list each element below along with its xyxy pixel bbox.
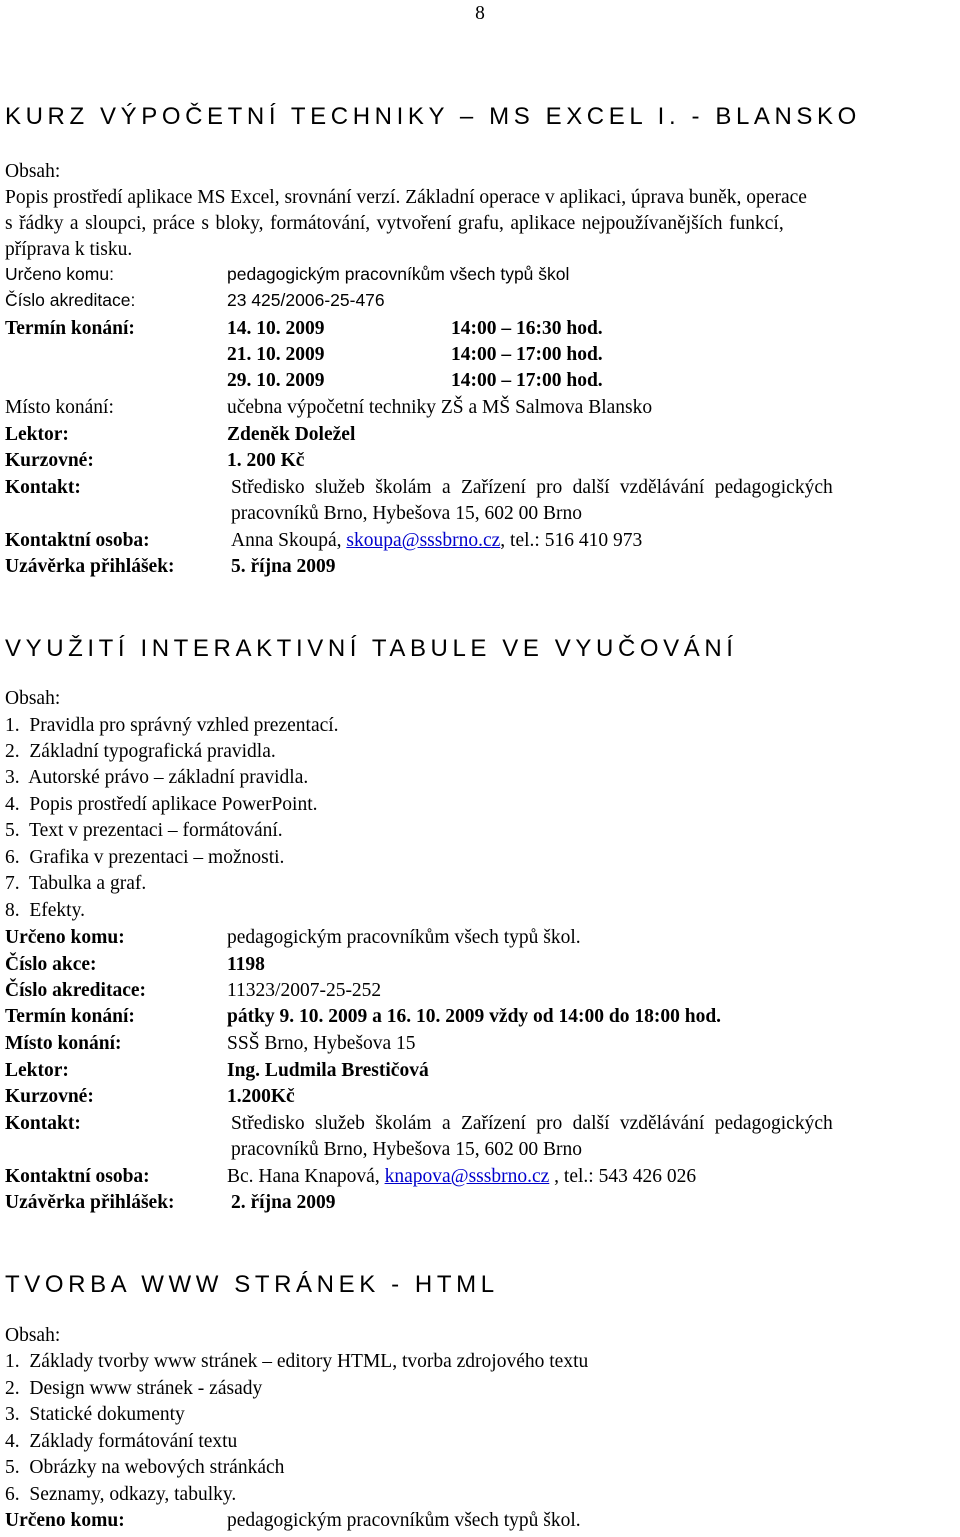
osoba-name: Bc. Hana Knapová, xyxy=(227,1166,385,1187)
course-title: TVORBA WWW STRÁNEK - HTML xyxy=(5,1271,499,1298)
list-item: 4. Základy formátování textu xyxy=(5,1431,238,1452)
lektor-value: Zdeněk Doležel xyxy=(227,424,356,445)
obsah-label: Obsah: xyxy=(5,161,61,182)
uzaverka-label: Uzávěrka přihlášek: xyxy=(5,1192,175,1213)
urceno-value: pedagogickým pracovníkům všech typů škol. xyxy=(227,1510,581,1531)
urceno-label: Určeno komu: xyxy=(5,1510,125,1531)
list-item: 8. Efekty. xyxy=(5,900,85,921)
kurzovne-value: 1. 200 Kč xyxy=(227,450,305,471)
akreditace-value: 23 425/2006-25-476 xyxy=(227,290,385,310)
email-link[interactable]: skoupa@sssbrno.cz xyxy=(346,530,501,551)
termin-date: 21. 10. 2009 xyxy=(227,344,325,365)
obsah-label: Obsah: xyxy=(5,688,61,709)
urceno-value: pedagogickým pracovníkům všech typů škol xyxy=(227,264,570,284)
kontakt-line: pracovníků Brno, Hybešova 15, 602 00 Brno xyxy=(231,503,582,524)
kontakt-label: Kontakt: xyxy=(5,477,81,498)
kurzovne-value: 1.200Kč xyxy=(227,1086,295,1107)
obsah-label: Obsah: xyxy=(5,1325,61,1346)
list-item: 2. Design www stránek - zásady xyxy=(5,1378,263,1399)
termin-value: pátky 9. 10. 2009 a 16. 10. 2009 vždy od 14:00 do 18:00 hod. xyxy=(227,1006,722,1027)
osoba-label: Kontaktní osoba: xyxy=(5,530,150,551)
akreditace-label: Číslo akreditace: xyxy=(5,980,146,1001)
kontakt-line: pracovníků Brno, Hybešova 15, 602 00 Brno xyxy=(231,1139,582,1160)
urceno-label: Určeno komu: xyxy=(5,264,114,284)
description-line: příprava k tisku. xyxy=(5,239,133,260)
misto-label: Místo konání: xyxy=(5,1033,122,1054)
uzaverka-label: Uzávěrka přihlášek: xyxy=(5,556,175,577)
osoba-phone: , tel.: 516 410 973 xyxy=(500,530,643,551)
uzaverka-value: 5. října 2009 xyxy=(231,556,336,577)
akreditace-label: Číslo akreditace: xyxy=(5,290,136,310)
list-item: 4. Popis prostředí aplikace PowerPoint. xyxy=(5,794,318,815)
lektor-value: Ing. Ludmila Brestičová xyxy=(227,1060,429,1081)
osoba-value xyxy=(227,1167,696,1187)
termin-time: 14:00 – 17:00 hod. xyxy=(451,344,603,365)
akce-value: 1198 xyxy=(227,954,265,975)
page-number: 8 xyxy=(475,3,485,24)
list-item: 1. Základy tvorby www stránek – editory HTML, tvorba zdrojového textu xyxy=(5,1351,589,1372)
course-title: KURZ VÝPOČETNÍ TECHNIKY – MS EXCEL I. - BLANSKO xyxy=(5,103,861,130)
osoba-value xyxy=(231,531,642,551)
description-line: Popis prostředí aplikace MS Excel, srovnání verzí. Základní operace v aplikaci, úprava buněk, operace xyxy=(5,187,807,208)
kontakt-label: Kontakt: xyxy=(5,1113,81,1134)
list-item: 3. Autorské právo – základní pravidla. xyxy=(5,767,309,788)
email-link[interactable]: knapova@sssbrno.cz xyxy=(384,1166,550,1187)
misto-value: učebna výpočetní techniky ZŠ a MŠ Salmova Blansko xyxy=(227,397,653,418)
list-item: 5. Text v prezentaci – formátování. xyxy=(5,820,283,841)
kurzovne-label: Kurzovné: xyxy=(5,1086,94,1107)
list-item: 6. Grafika v prezentaci – možnosti. xyxy=(5,847,285,868)
urceno-label: Určeno komu: xyxy=(5,927,125,948)
kontakt-line: Středisko služeb školám a Zařízení pro další vzdělávání pedagogických xyxy=(231,1113,833,1134)
list-item: 6. Seznamy, odkazy, tabulky. xyxy=(5,1484,237,1505)
list-item: 3. Statické dokumenty xyxy=(5,1404,185,1425)
urceno-value: pedagogickým pracovníkům všech typů škol. xyxy=(227,927,581,948)
list-item: 1. Pravidla pro správný vzhled prezentací. xyxy=(5,715,339,736)
termin-time: 14:00 – 17:00 hod. xyxy=(451,370,603,391)
uzaverka-value: 2. října 2009 xyxy=(231,1192,336,1213)
list-item: 7. Tabulka a graf. xyxy=(5,873,147,894)
list-item: 2. Základní typografická pravidla. xyxy=(5,741,276,762)
termin-date: 29. 10. 2009 xyxy=(227,370,325,391)
akreditace-value: 11323/2007-25-252 xyxy=(227,980,382,1001)
misto-label: Místo konání: xyxy=(5,397,114,418)
akce-label: Číslo akce: xyxy=(5,954,97,975)
osoba-phone: , tel.: 543 426 026 xyxy=(549,1166,697,1187)
osoba-label: Kontaktní osoba: xyxy=(5,1166,150,1187)
description-line: s řádky a sloupci, práce s bloky, formátování, vytvoření grafu, aplikace nejpoužívanějších funkcí, xyxy=(5,213,784,234)
lektor-label: Lektor: xyxy=(5,1060,69,1081)
termin-time: 14:00 – 16:30 hod. xyxy=(451,318,603,339)
kontakt-line: Středisko služeb školám a Zařízení pro další vzdělávání pedagogických xyxy=(231,477,833,498)
termin-label: Termín konání: xyxy=(5,1006,135,1027)
misto-value: SSŠ Brno, Hybešova 15 xyxy=(227,1033,416,1054)
lektor-label: Lektor: xyxy=(5,424,69,445)
osoba-name: Anna Skoupá, xyxy=(231,530,347,551)
termin-date: 14. 10. 2009 xyxy=(227,318,325,339)
course-title: VYUŽITÍ INTERAKTIVNÍ TABULE VE VYUČOVÁNÍ xyxy=(5,635,738,662)
list-item: 5. Obrázky na webových stránkách xyxy=(5,1457,285,1478)
termin-label: Termín konání: xyxy=(5,318,135,339)
kurzovne-label: Kurzovné: xyxy=(5,450,94,471)
